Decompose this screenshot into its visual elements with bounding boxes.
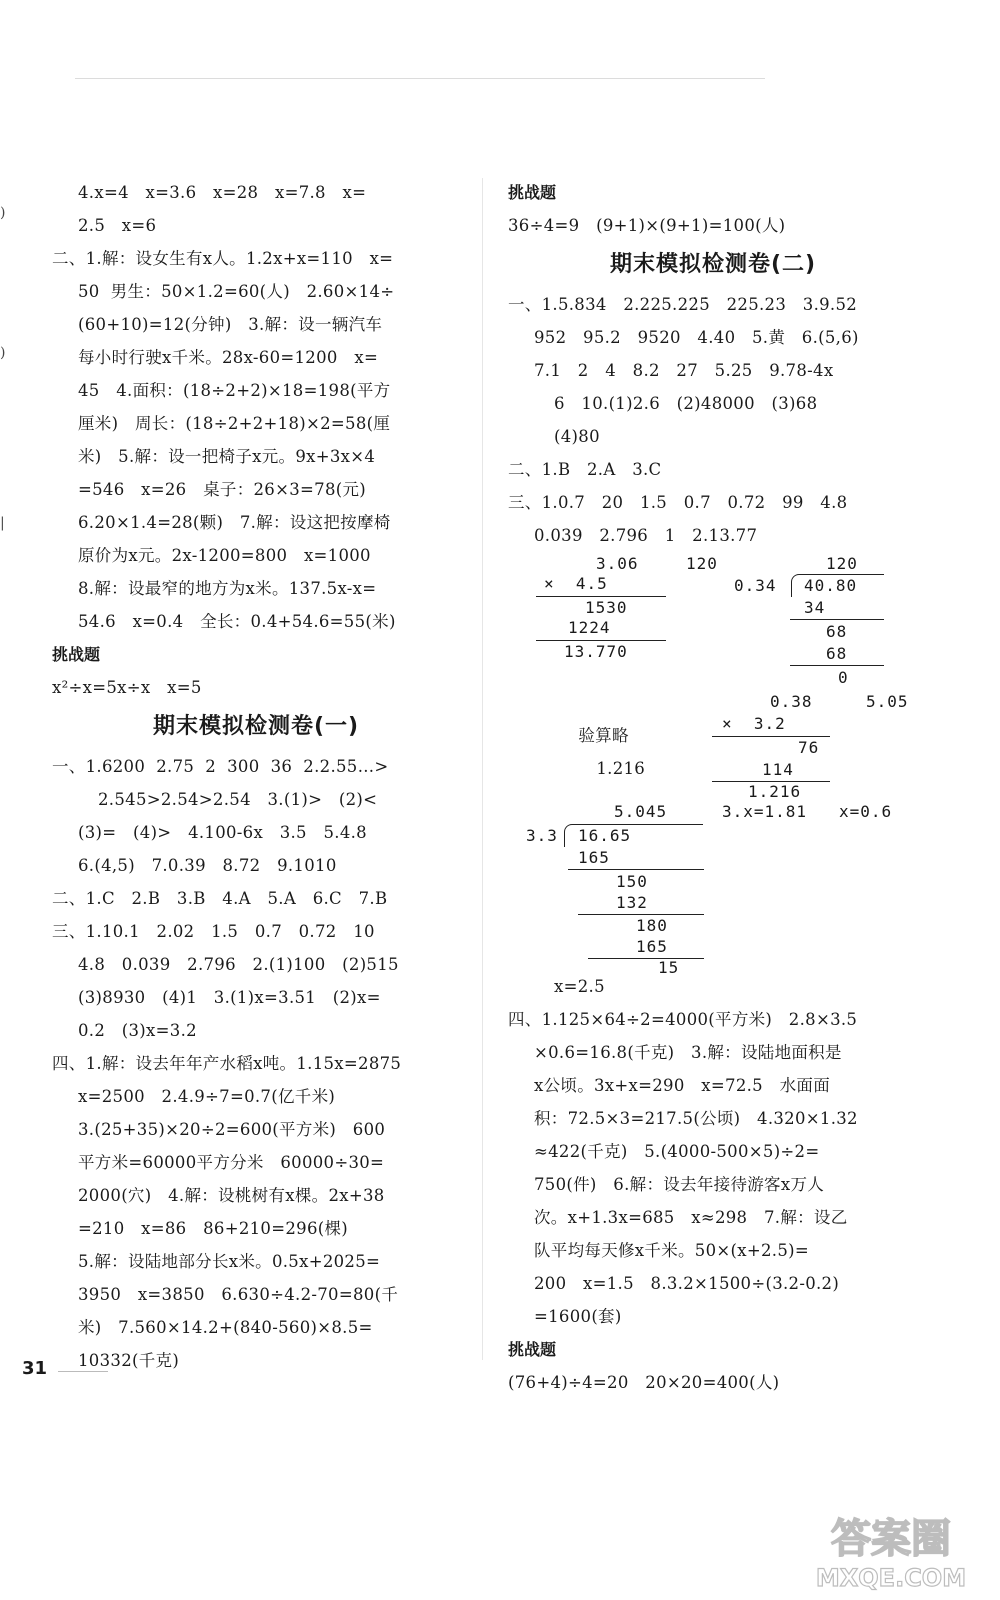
right-answer-line: 0.039 2.796 1 2.13.77 [534,526,758,545]
mul2-multiplier: × 3.2 [722,714,786,733]
left-answer-line: =546 x=26 桌子：26×3=78(元) [78,480,367,499]
page-number: 31 [22,1358,48,1379]
left-answer-line: 原价为x元。2x-1200=800 x=1000 [78,546,371,565]
right-column [508,176,918,1399]
div3-step: 180 [636,916,668,935]
left-answer-line: 0.2 (3)x=3.2 [78,1021,197,1040]
vertical-calc-3 [508,792,918,977]
top-rule [75,78,765,79]
mul2-partial-1: 76 [798,738,820,757]
mul-partial-1: 1530 [585,598,628,617]
div-step: 0 [838,668,849,687]
right-answer-line: 二、1.B 2.A 3.C [508,460,662,479]
div-step: 68 [826,644,848,663]
aside-value: 120 [686,554,718,573]
div3-dividend: 16.65 [578,826,632,845]
margin-mark: | [0,515,5,531]
section-title: 期末模拟检测卷(二) [609,252,817,277]
challenge-heading: 挑战题 [508,183,557,202]
left-answer-line: 10332(千克) [78,1351,180,1370]
right-answer-line: 36÷4=9 (9+1)×(9+1)=100(人) [508,216,786,235]
right-answer-line: x=2.5 [554,977,605,996]
right-answer-line: 积：72.5×3=217.5(公顷) 4.320×1.32 [534,1109,858,1128]
watermark-url: MXQE.COM [815,1564,967,1592]
left-answer-line: 二、1.C 2.B 3.B 4.A 5.A 6.C 7.B [52,889,388,908]
vertical-calc-2 [508,692,918,801]
right-answer-line: 952 95.2 9520 4.40 5.黄 6.(5,6) [534,328,859,347]
right-answer-line: 一、1.5.834 2.225.22̇5̇ 225.23 3.9.52 [508,295,858,314]
left-answer-line: 50 男生：50×1.2=60(人) 2.60×14÷ [78,282,395,301]
left-answer-line: =210 x=86 86+210=296(棵) [78,1219,349,1238]
left-answer-line: 米) 5.解：设一把椅子x元。9x+3x×4 [78,447,376,466]
div-dividend: 40.80 [804,576,858,595]
margin-mark: ) [0,205,6,221]
margin-mark: ) [0,345,6,361]
mul-partial-2: 1224 [568,618,611,637]
right-answer-line: ×0.6=16.8(千克) 3.解：设陆地面积是 [534,1043,842,1062]
left-answer-line: 米) 7.560×14.2+(840-560)×8.5= [78,1318,373,1337]
left-answer-line: 8.解：设最窄的地方为x米。137.5x-x= [78,579,377,598]
left-answer-line: 5.解：设陆地部分长x米。0.5x+2025= [78,1252,381,1271]
right-answer-line: 750(件) 6.解：设去年接待游客x万人 [534,1175,825,1194]
verify-label: 验算略 [578,726,629,745]
right-answer-line: (4)80 [554,427,600,446]
section-title: 期末模拟检测卷(一) [152,714,360,739]
vertical-calc-1 [508,552,918,692]
left-answer-line: 2.5 x=6 [78,216,157,235]
left-answer-line: (3)8930 (4)1 3.(1)x=3.51 (2)x= [78,988,381,1007]
mul-multiplicand: 3.06 [596,554,639,573]
div-step: 34 [804,598,826,617]
left-answer-line: 54.6 x=0.4 全长：0.4+54.6=55(米) [78,612,396,631]
left-answer-line: 四、1.解：设去年年产水稻x吨。1.15x=2875 [52,1054,402,1073]
left-answer-line: 二、1.解：设女生有x人。1.2x+x=110 x= [52,249,394,268]
left-answer-line: 平方米=60000平方分米 60000÷30= [78,1153,385,1172]
div3-aside: 3.x=1.81 x=0.6 [722,802,893,821]
left-column [52,176,460,1377]
div3-step: 165 [578,848,610,867]
page-number-rule [58,1371,108,1372]
challenge-heading: 挑战题 [508,1340,557,1359]
right-answer-line: ≈422(千克) 5.(4000-500×5)÷2= [534,1142,820,1161]
right-answer-line: x公顷。3x+x=290 x=72.5 水面面 [534,1076,830,1095]
right-top-text [508,176,918,552]
right-answer-line: =1600(套) [534,1307,622,1326]
mul-product: 13.770 [564,642,628,661]
left-answer-line: 6.20×1.4=28(颗) 7.解：设这把按摩椅 [78,513,391,532]
left-answer-line: 2.545>2.54̇>2.54 3.(1)> (2)< [98,790,378,809]
mul-multiplier: × 4.5 [544,574,608,593]
watermark-logo [796,1508,986,1592]
right-answer-line: 队平均每天修x千米。50×(x+2.5)= [534,1241,809,1260]
right-answer-line: 三、1.0.7 20 1.5 0.7 0.72 99 4.8 [508,493,848,512]
left-answer-line: x=2500 2.4.9÷7=0.7(亿千米) [78,1087,336,1106]
column-divider [482,178,483,1360]
verify-value: 1.216 [596,759,646,778]
verify-tail: 5.05 [866,692,909,711]
challenge-heading: 挑战题 [52,645,101,664]
right-answer-line: 四、1.125×64÷2=4000(平方米) 2.8×3.5 [508,1010,858,1029]
left-answer-line: 3.(25+35)×20÷2=600(平方米) 600 [78,1120,386,1139]
left-answer-line: 2000(穴) 4.解：设桃树有x棵。2x+38 [78,1186,385,1205]
left-answer-line: 一、1.6200 2.75 2 300 36 2.2.55…> [52,757,389,776]
mul2-partial-2: 114 [762,760,794,779]
div-step: 68 [826,622,848,641]
left-answer-line: 三、1.10.1 2.02 1.5 0.7 0.72 10 [52,922,375,941]
right-answer-line: 6 10.(1)2.6 (2)48000 (3)68 [554,394,818,413]
left-answer-line: 3950 x=3850 6.630÷4.2-70=80(千 [78,1285,399,1304]
left-answer-line: 4.8 0.039 2.796 2.(1)100 (2)515 [78,955,399,974]
left-answer-line: 45 4.面积：(18÷2+2)×18=198(平方 [78,381,391,400]
left-answer-line: (60+10)=12(分钟) 3.解：设一辆汽车 [78,315,383,334]
left-answer-line: 4.x=4 x=3.6 x=28 x=7.8 x= [78,183,367,202]
right-answer-line: (76+4)÷4=20 20×20=400(人) [508,1373,780,1392]
right-answer-line: 次。x+1.3x=685 x≈298 7.解：设乙 [534,1208,848,1227]
right-bottom-text [508,970,918,1399]
div3-step: 132 [616,893,648,912]
left-answer-line: 6.(4,5) 7.0.39 8.72 9.1010 [78,856,337,875]
right-answer-line: 7.1 2 4 8.2 27 5.25 9.78-4x [534,361,834,380]
left-answer-line: (3)= (4)> 4.100-6x 3.5 5.4.8 [78,823,367,842]
left-answer-line: 厘米) 周长：(18÷2+2+18)×2=58(厘 [78,414,391,433]
left-answer-line: x²÷x=5x÷x x=5 [52,678,202,697]
mul2-multiplicand: 0.38 [770,692,813,711]
div3-quotient: 5.045 [614,802,668,821]
div3-step: 15 [658,958,680,977]
right-answer-line: 200 x=1.5 8.3.2×1500÷(3.2-0.2) [534,1274,840,1293]
left-answer-line: 每小时行驶x千米。28x-60=1200 x= [78,348,379,367]
div3-step: 150 [616,872,648,891]
div-quotient: 120 [826,554,858,573]
div3-step: 165 [636,937,668,956]
watermark-logo-text: 答案圈 [831,1516,951,1562]
mul2-product: 1.216 [748,782,802,801]
div3-divisor: 3.3 [526,826,558,845]
div-divisor: 0.34 [734,576,777,595]
